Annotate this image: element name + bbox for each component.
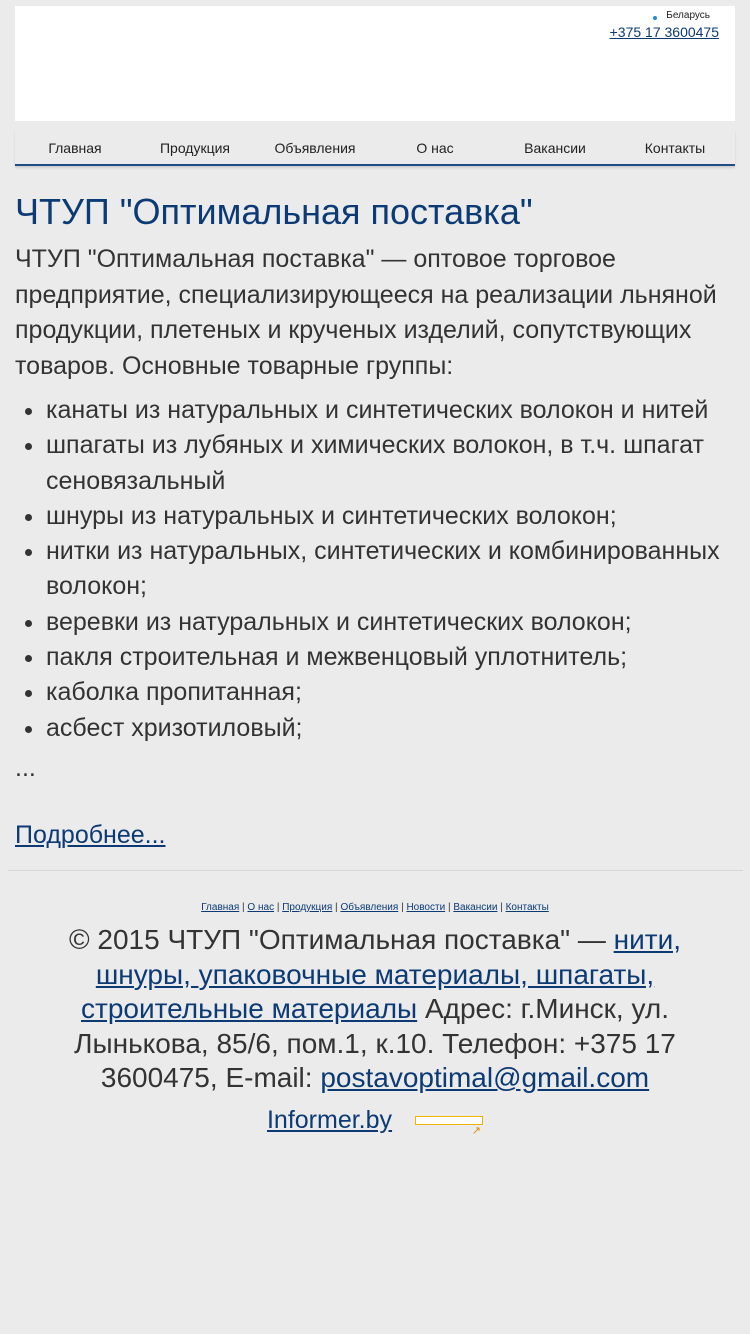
footer-link-ads[interactable]: Объявления — [340, 902, 399, 913]
informer-widget — [15, 1102, 735, 1138]
footer-link-contacts[interactable]: Контакты — [505, 902, 549, 913]
footer-link-products[interactable]: Продукция — [282, 902, 333, 913]
copyright-keywords-link[interactable]: нити, шнуры, упаковочные материалы, шпагаты, строительные материалы — [81, 924, 681, 1024]
site-footer — [15, 900, 735, 1138]
nav-item-home[interactable]: Главная — [48, 140, 102, 156]
ellipsis: ... — [15, 753, 36, 782]
list-item: • пакля строительная и межвенцовый уплотнитель; — [46, 640, 735, 675]
site-header — [15, 6, 735, 121]
address-text: Адрес: г.Минск, ул. Лынькова, 85/6, пом.1, к.10. Телефон: +375 17 3600475, E-mail: — [74, 993, 676, 1093]
copyright-text: © 2015 ЧТУП "Оптимальная поставка" — — [69, 924, 614, 955]
separator: | — [242, 902, 245, 913]
footer-link-home[interactable]: Главная — [201, 902, 240, 913]
informer-link[interactable]: Informer.by — [266, 1105, 393, 1134]
list-item: • шпагаты из лубяных и химических волокон, в т.ч. шпагат сеновязальный — [46, 428, 735, 499]
separator: | — [335, 902, 338, 913]
product-list — [15, 393, 735, 746]
arrow-icon: ↗ — [471, 1125, 481, 1138]
main-content — [15, 190, 735, 850]
separator: | — [500, 902, 503, 913]
nav-item-vacancies[interactable]: Вакансии — [524, 140, 586, 156]
nav-item-products[interactable]: Продукция — [159, 140, 231, 156]
list-item: • нитки из натуральных, синтетических и комбинированных волокон; — [46, 534, 735, 605]
divider — [8, 870, 743, 871]
separator: | — [276, 902, 280, 913]
list-item: • канаты из натуральных и синтетических волокон и нитей — [46, 393, 735, 428]
intro-text: ЧТУП "Оптимальная поставка" — оптовое торговое предприятие, специализирующееся на реализации льняной продукции, плетеных и крученых изделий, сопутствующих товаров. Основные товарные группы: — [15, 245, 717, 380]
country-label: Беларусь — [666, 10, 710, 21]
footer-nav — [15, 900, 735, 916]
header-phone-link[interactable]: +375 17 3600475 — [609, 24, 719, 40]
informer-banner[interactable] — [415, 1116, 483, 1138]
email-link[interactable]: postavoptimal@gmail.com — [320, 1062, 650, 1093]
separator: | — [401, 902, 404, 913]
page-title: ЧТУП "Оптимальная поставка" — [15, 191, 533, 232]
nav-item-contacts[interactable]: Контакты — [644, 140, 706, 156]
list-item: • асбест хризотиловый; — [46, 711, 735, 746]
footer-link-about[interactable]: О нас — [247, 902, 275, 913]
more-link[interactable]: Подробнее... — [15, 820, 166, 849]
main-nav — [15, 130, 735, 166]
nav-item-ads[interactable]: Объявления — [274, 140, 356, 156]
flag-icon — [653, 16, 657, 20]
separator: | — [447, 902, 451, 913]
footer-copyright — [15, 916, 735, 1096]
list-item: • шнуры из натуральных и синтетических волокон; — [46, 499, 735, 534]
nav-item-about[interactable]: О нас — [416, 140, 454, 156]
footer-link-news[interactable]: Новости — [406, 902, 446, 913]
list-item: • веревки из натуральных и синтетических волокон; — [46, 605, 735, 640]
footer-link-vacancies[interactable]: Вакансии — [453, 902, 498, 913]
list-item: • каболка пропитанная; — [46, 675, 735, 710]
